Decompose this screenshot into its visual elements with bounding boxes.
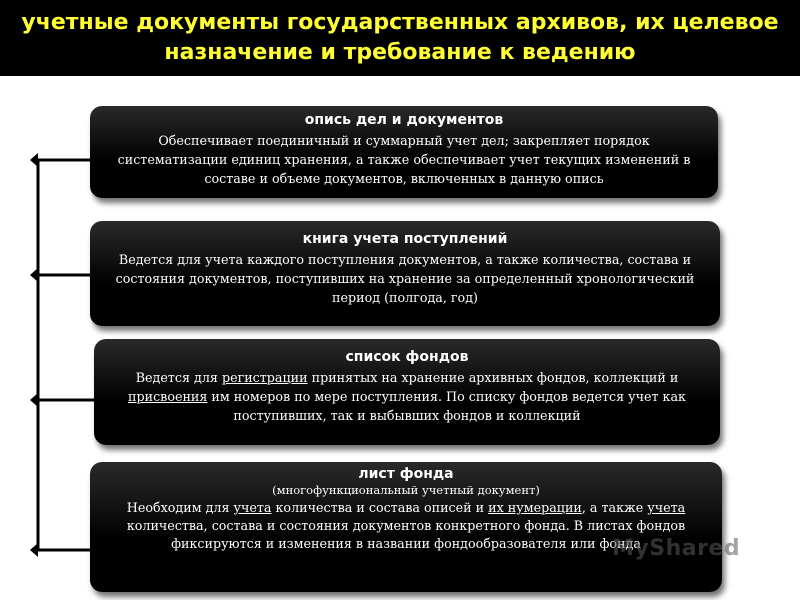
box-title: опись дел и документов: [304, 112, 504, 128]
arrow-left-icon: [30, 393, 38, 407]
arrow-left-icon: [30, 543, 38, 557]
box-text: Обеспечивает поединичный и суммарный учет дел; закрепляет порядок систематизации единиц хранения, а также обеспечивает учет текущих изменений в составе и объеме документов, включенных в данную опись: [117, 133, 691, 186]
arrow-left-icon: [30, 153, 38, 167]
box-spisok-fondov: [94, 339, 720, 445]
watermark-logo: MyShared: [612, 536, 741, 561]
box-subtitle: (многофункциональный учетный документ): [272, 483, 540, 497]
box-text: Необходим для учета количества и состава описей и их нумерации, а также учета количества, состава и состояния документов конкретного фонда. В листах фондов фиксируются и изменения в названии фондообразователя или фонда: [126, 500, 686, 551]
box-kniga-ucheta: [90, 221, 720, 326]
box-text: Ведется для регистрации принятых на хранение архивных фондов, коллекций и присвоения им номеров по мере поступления. По списку фондов ведется учет как поступивших, так и выбывших фондов и коллекций: [128, 370, 686, 423]
arrow-left-icon: [30, 268, 38, 282]
box-text: Ведется для учета каждого поступления документов, а также количества, состава и состояния документов, поступивших на хранение за определенный хронологический период (полгода, год): [115, 252, 695, 305]
box-title: список фондов: [345, 349, 469, 365]
slide-title: учетные документы государственных архивов, их целевое назначение и требование к ведению: [21, 10, 779, 65]
box-title: книга учета поступлений: [302, 231, 508, 247]
box-title: лист фонда: [358, 466, 454, 482]
box-list-fonda: [90, 462, 722, 592]
box-opis-del: [90, 106, 718, 198]
